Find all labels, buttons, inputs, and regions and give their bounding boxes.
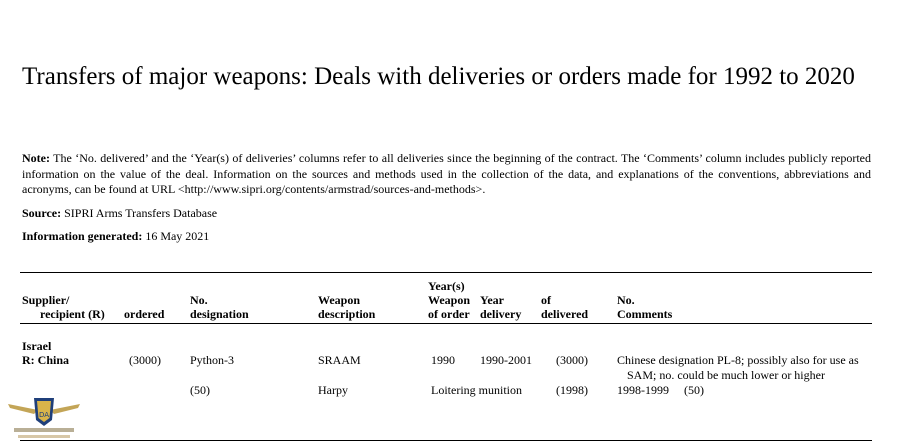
header-year: Year: [480, 293, 504, 307]
note-paragraph: [22, 151, 871, 198]
header-delivery: delivery: [480, 307, 522, 321]
header-years: Year(s): [428, 279, 465, 293]
header-no: No.: [190, 293, 208, 307]
header-recipient: recipient (R): [40, 307, 105, 321]
header-designation: designation: [190, 307, 249, 321]
row1-ordered: (3000): [129, 353, 161, 367]
row1-order-year: 1990: [431, 353, 455, 367]
svg-text:DA: DA: [38, 411, 50, 419]
forum-logo-watermark: [4, 390, 84, 444]
row2-designation: Harpy: [318, 383, 348, 397]
note-label: Note:: [22, 151, 50, 165]
row1-description: SRAAM: [318, 353, 361, 367]
header-supplier: Supplier/: [22, 293, 70, 307]
generated-label: Information generated:: [22, 229, 143, 243]
header-of: of: [541, 293, 551, 307]
source-label: Source:: [22, 206, 62, 220]
generated-line: [22, 229, 209, 244]
row2-ordered: (50): [190, 383, 210, 397]
row2-comments: 1998-1999 (50): [617, 383, 704, 397]
page-title: Transfers of major weapons: Deals with deliveries or orders made for 1992 to 2020: [22, 63, 855, 90]
row1-comments-1: Chinese designation PL-8; possibly also for use as: [617, 353, 859, 367]
header-no-2: No.: [617, 293, 635, 307]
note-text: The ‘No. delivered’ and the ‘Year(s) of deliveries’ columns refer to all deliveries since the beginning of the contract. The ‘Comments’ column includes publicly reported information on the value of the deal. Information on the sources and methods used in the collection of the data, and explanations of the conventions, abbreviations and acronyms, can be found at URL <http://www.sipri.org/contents/armstrad/sources-and-methods>.: [22, 151, 871, 196]
source-line: [22, 206, 217, 221]
source-value: SIPRI Arms Transfers Database: [61, 206, 218, 220]
header-weapon-2: Weapon: [428, 293, 471, 307]
row1-delivered: (3000): [556, 353, 588, 367]
supplier-name: Israel: [22, 339, 52, 353]
table-header-rule: [20, 323, 872, 324]
header-comments: Comments: [617, 307, 673, 321]
row1-comments-2: SAM; no. could be much lower or higher: [627, 368, 825, 382]
row1-delivery-years: 1990-2001: [480, 353, 532, 367]
row1-designation: Python-3: [190, 353, 235, 367]
table-bottom-rule: [20, 440, 872, 441]
table-row-recipient: R: China: [22, 353, 70, 367]
row2-order-year-desc: Loitering munition: [431, 383, 522, 397]
row2-delivered: (1998): [556, 383, 588, 397]
header-delivered: delivered: [541, 307, 589, 321]
table-top-rule: [20, 272, 872, 273]
header-weapon: Weapon: [318, 293, 361, 307]
header-of-order: of order: [428, 307, 470, 321]
header-ordered: ordered: [124, 307, 165, 321]
generated-value: 16 May 2021: [142, 229, 210, 243]
header-description: description: [318, 307, 376, 321]
